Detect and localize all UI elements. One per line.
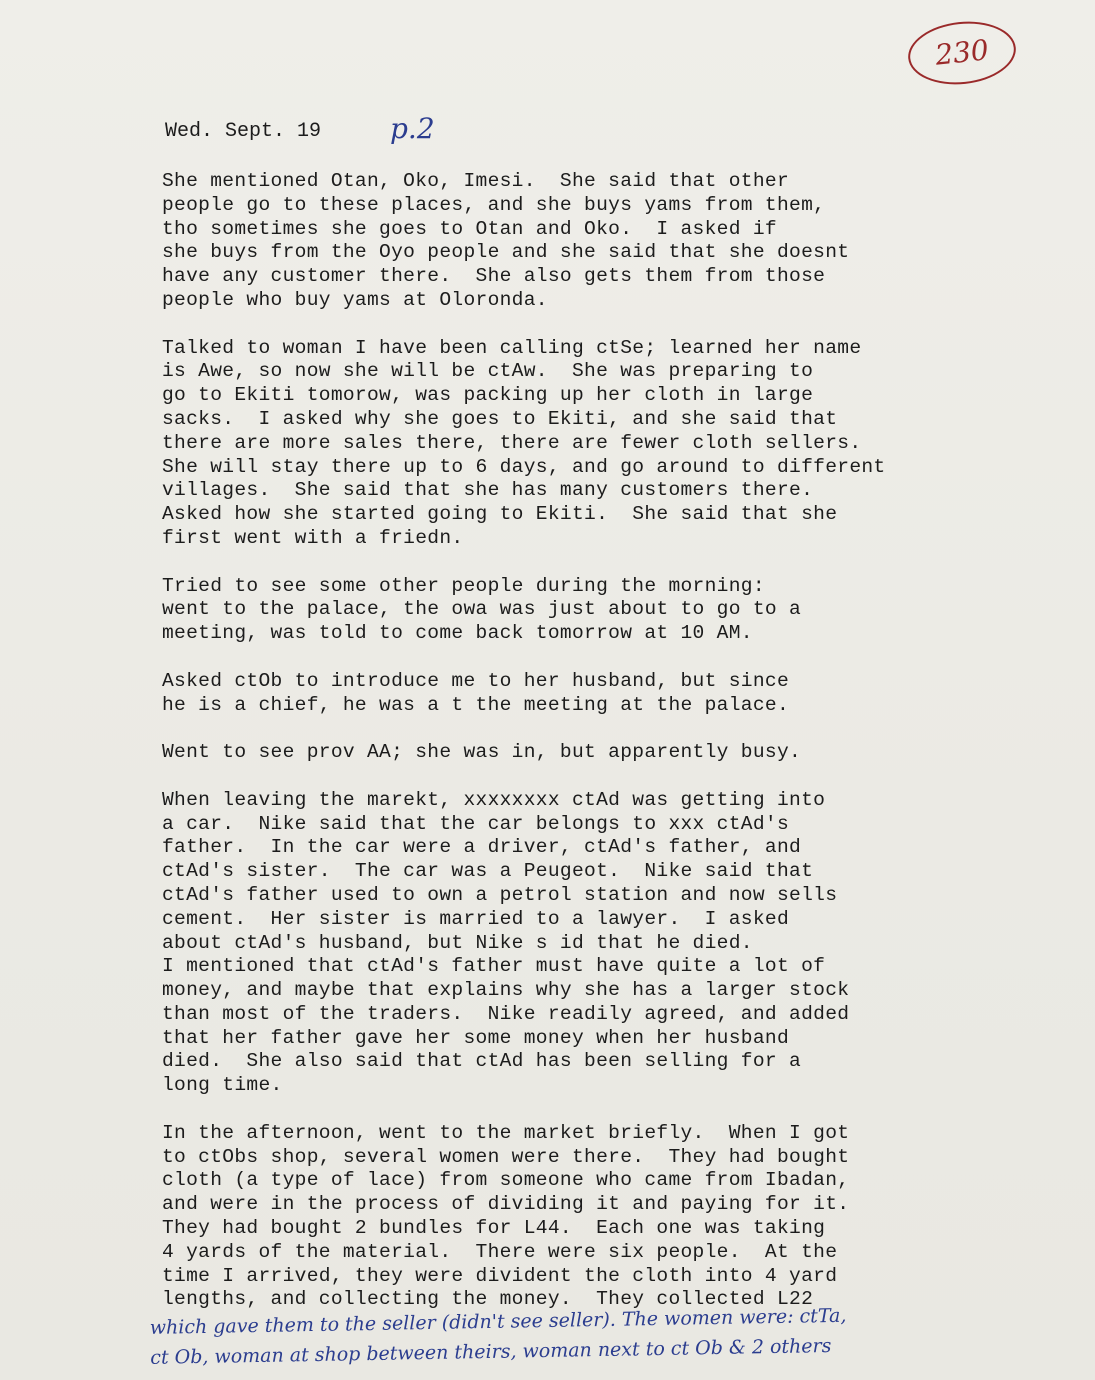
paragraph <box>162 170 1022 313</box>
paragraph <box>162 337 1022 551</box>
text-line: Asked how she started going to Ekiti. She said that she <box>162 503 838 526</box>
paragraph <box>162 575 1022 646</box>
text-line: She will stay there up to 6 days, and go around to different <box>162 455 886 478</box>
text-line: When leaving the marekt, xxxxxxxx ctAd was getting into <box>162 788 826 811</box>
text-line: They had bought 2 bundles for L44. Each one was taking <box>162 1217 826 1240</box>
text-line: died. She also said that ctAd has been selling for a <box>162 1050 802 1073</box>
text-line: to ctObs shop, several women were there. They had bought <box>162 1145 850 1168</box>
text-line: lengths, and collecting the money. They collected L22 <box>162 1288 814 1311</box>
text-line: time I arrived, they were divident the cloth into 4 yard <box>162 1264 838 1287</box>
handwritten-line: which gave them to the seller (didn't see seller). The women were: ctTa, <box>149 1304 847 1339</box>
text-line: Tried to see some other people during the morning: <box>162 574 765 597</box>
text-line: cloth (a type of lace) from someone who came from Ibadan, <box>162 1169 850 1192</box>
text-line: have any customer there. She also gets them from those <box>162 265 826 288</box>
text-line: meeting, was told to come back tomorrow at 10 AM. <box>162 622 753 645</box>
text-line: a car. Nike said that the car belongs to xxx ctAd's <box>162 812 790 835</box>
text-line: go to Ekiti tomorow, was packing up her cloth in large <box>162 384 814 407</box>
text-line: about ctAd's husband, but Nike s id that he died. <box>162 931 753 954</box>
typed-body <box>162 170 1022 1336</box>
text-line: went to the palace, the owa was just about to go to a <box>162 598 802 621</box>
paragraph <box>162 1122 1022 1312</box>
text-line: first went with a friedn. <box>162 526 464 549</box>
page-marker-annotation: p.2 <box>390 112 435 145</box>
paragraph <box>162 789 1022 1098</box>
text-line: long time. <box>162 1074 283 1097</box>
text-line: ctAd's sister. The car was a Peugeot. Nike said that <box>162 860 814 883</box>
text-line: ctAd's father used to own a petrol station and now sells <box>162 883 838 906</box>
page-number-annotation: 230 <box>905 17 1019 90</box>
text-line: In the afternoon, went to the market briefly. When I got <box>162 1121 850 1144</box>
text-line: I mentioned that ctAd's father must have quite a lot of <box>162 955 826 978</box>
text-line: cement. Her sister is married to a lawyer. I asked <box>162 907 790 930</box>
text-line: Went to see prov AA; she was in, but apparently busy. <box>162 741 802 764</box>
text-line: 4 yards of the material. There were six people. At the <box>162 1240 838 1263</box>
handwritten-line: ct Ob, woman at shop between theirs, woman next to ct Ob & 2 others <box>150 1334 832 1369</box>
text-line: Talked to woman I have been calling ctSe; learned her name <box>162 336 862 359</box>
text-line: villages. She said that she has many customers there. <box>162 479 814 502</box>
entry-date: Wed. Sept. 19 <box>165 120 322 143</box>
text-line: she buys from the Oyo people and she said that she doesnt <box>162 241 850 264</box>
text-line: people who buy yams at Oloronda. <box>162 288 548 311</box>
text-line: there are more sales there, there are fewer cloth sellers. <box>162 431 862 454</box>
text-line: and were in the process of dividing it and paying for it. <box>162 1193 850 1216</box>
text-line: sacks. I asked why she goes to Ekiti, and she said that <box>162 407 838 430</box>
text-line: is Awe, so now she will be ctAw. She was preparing to <box>162 360 814 383</box>
text-line: tho sometimes she goes to Otan and Oko. I asked if <box>162 217 777 240</box>
text-line: money, and maybe that explains why she has a larger stock <box>162 979 850 1002</box>
text-line: that her father gave her some money when her husband <box>162 1026 790 1049</box>
text-line: father. In the car were a driver, ctAd's father, and <box>162 836 802 859</box>
text-line: people go to these places, and she buys yams from them, <box>162 193 826 216</box>
text-line: than most of the traders. Nike readily agreed, and added <box>162 1002 850 1025</box>
text-line: he is a chief, he was a t the meeting at the palace. <box>162 693 790 716</box>
text-line: She mentioned Otan, Oko, Imesi. She said that other <box>162 170 790 192</box>
paragraph <box>162 741 1022 765</box>
paragraph <box>162 670 1022 718</box>
text-line: Asked ctOb to introduce me to her husband, but since <box>162 669 790 692</box>
